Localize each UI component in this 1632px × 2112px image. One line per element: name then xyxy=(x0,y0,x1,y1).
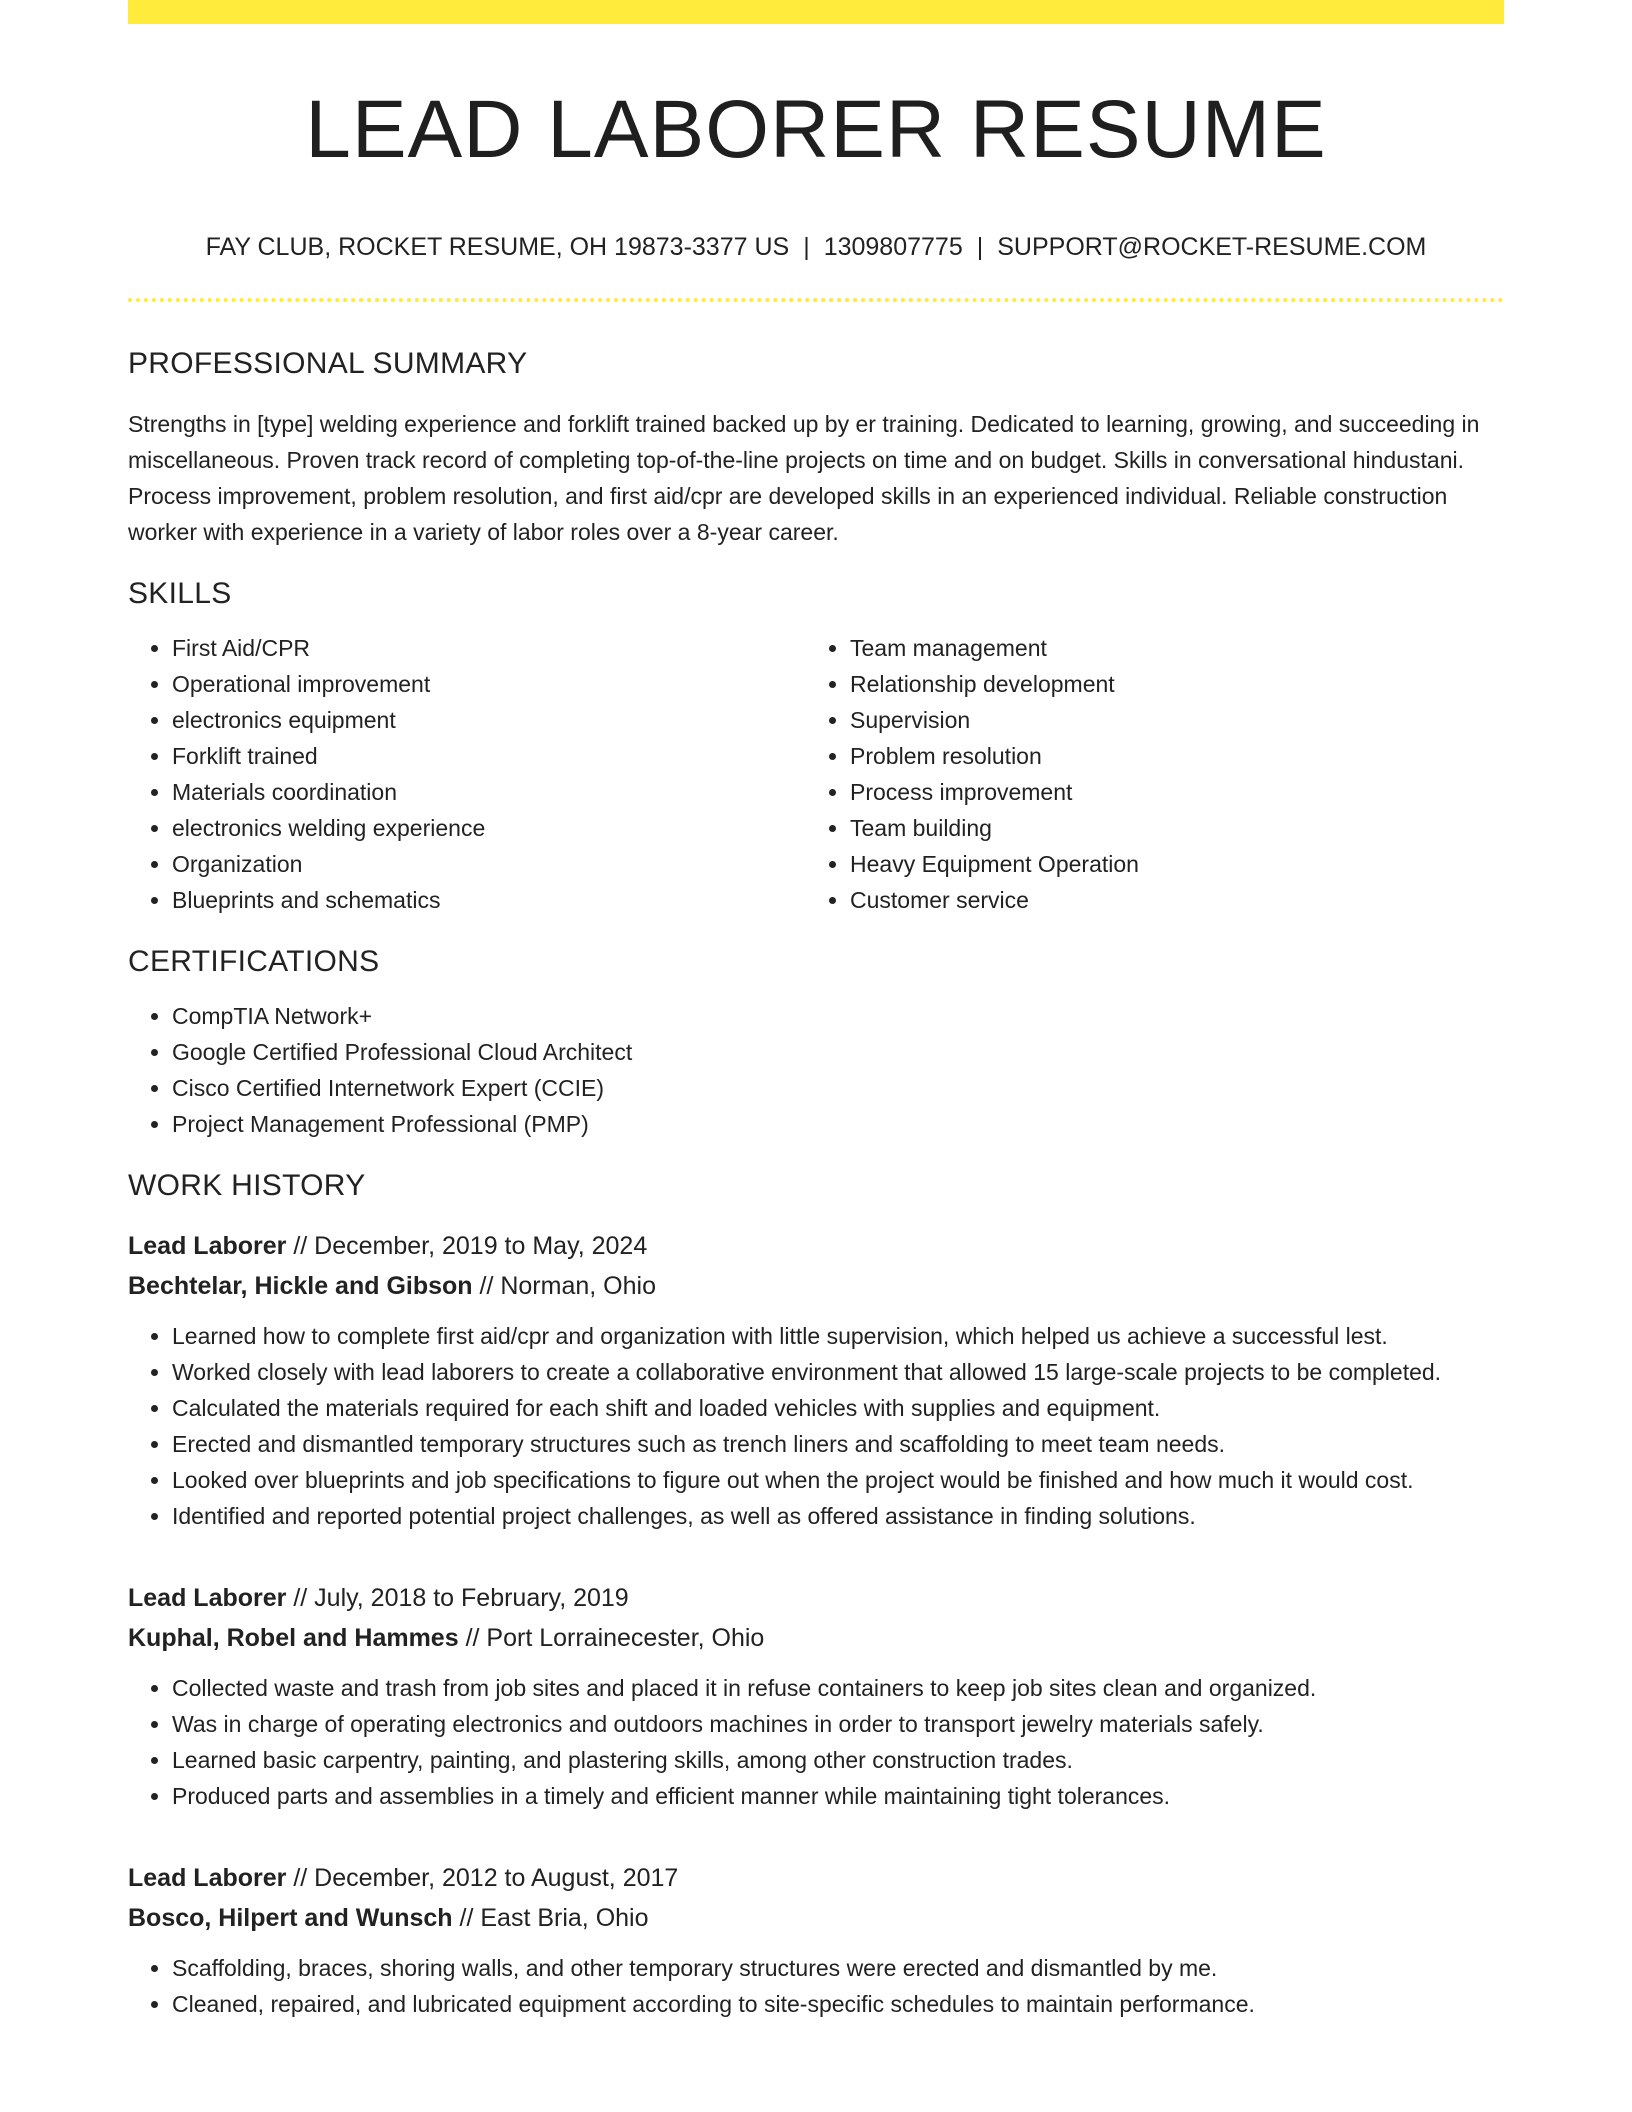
job-company-line xyxy=(128,1898,1504,1938)
certifications-section xyxy=(128,944,1504,1142)
skills-heading: SKILLS xyxy=(128,577,232,610)
contact-address: FAY CLUB, ROCKET RESUME, OH 19873-3377 US xyxy=(205,233,790,261)
accent-top-bar xyxy=(128,0,1504,24)
job-company: Bechtelar, Hickle and Gibson xyxy=(128,1272,473,1300)
skill-item: • Materials coordination xyxy=(172,774,806,810)
contact-phone: 1309807775 xyxy=(823,233,963,261)
job-bullet: • Worked closely with lead laborers to create a collaborative environment that allowed 15 large-scale projects to be completed. xyxy=(172,1354,1504,1390)
job-entry xyxy=(128,1858,1504,2022)
job-location: // Port Lorrainecester, Ohio xyxy=(465,1624,765,1652)
summary-section xyxy=(128,346,1504,550)
job-dates: // December, 2019 to May, 2024 xyxy=(293,1232,648,1260)
job-title: Lead Laborer xyxy=(128,1864,287,1892)
skill-item: • Organization xyxy=(172,846,806,882)
skill-item: • Operational improvement xyxy=(172,666,806,702)
job-bullet: • Scaffolding, braces, shoring walls, and other temporary structures were erected and dismantled by me. xyxy=(172,1950,1504,1986)
skill-item: • Team management xyxy=(850,630,1484,666)
job-bullet: • Learned how to complete first aid/cpr and organization with little supervision, which helped us achieve a successful lest. xyxy=(172,1318,1504,1354)
certifications-list xyxy=(128,998,1504,1142)
skills-list-right xyxy=(806,630,1484,918)
job-title: Lead Laborer xyxy=(128,1232,287,1260)
job-bullet: • Erected and dismantled temporary structures such as trench liners and scaffolding to meet team needs. xyxy=(172,1426,1504,1462)
skill-item: • Forklift trained xyxy=(172,738,806,774)
job-company-line xyxy=(128,1266,1504,1306)
job-location: // Norman, Ohio xyxy=(479,1272,656,1300)
skills-list-left xyxy=(128,630,806,918)
contact-line xyxy=(128,232,1504,262)
contact-email: SUPPORT@ROCKET-RESUME.COM xyxy=(997,233,1427,261)
job-bullet: • Calculated the materials required for each shift and loaded vehicles with supplies and equipment. xyxy=(172,1390,1504,1426)
skill-item: • Blueprints and schematics xyxy=(172,882,806,918)
job-bullet: • Collected waste and trash from job sites and placed it in refuse containers to keep job sites clean and organized. xyxy=(172,1670,1504,1706)
certification-item: • Project Management Professional (PMP) xyxy=(172,1106,1504,1142)
certifications-heading: CERTIFICATIONS xyxy=(128,945,380,978)
skill-item: • Customer service xyxy=(850,882,1484,918)
skill-item: • Problem resolution xyxy=(850,738,1484,774)
skill-item: • electronics equipment xyxy=(172,702,806,738)
resume-title: LEAD LABORER RESUME xyxy=(305,84,1327,175)
job-bullets xyxy=(128,1318,1504,1534)
job-entry xyxy=(128,1578,1504,1814)
job-title-line xyxy=(128,1858,1504,1898)
dotted-divider xyxy=(128,298,1504,302)
certification-item: • CompTIA Network+ xyxy=(172,998,1504,1034)
skill-item: • Relationship development xyxy=(850,666,1484,702)
job-bullet: • Produced parts and assemblies in a timely and efficient manner while maintaining tight tolerances. xyxy=(172,1778,1504,1814)
skill-item: • Team building xyxy=(850,810,1484,846)
job-title-line xyxy=(128,1226,1504,1266)
certification-item: • Cisco Certified Internetwork Expert (CCIE) xyxy=(172,1070,1504,1106)
contact-separator: | xyxy=(803,233,810,261)
job-dates: // December, 2012 to August, 2017 xyxy=(293,1864,679,1892)
work-history-section xyxy=(128,1168,1504,2022)
skill-item: • Heavy Equipment Operation xyxy=(850,846,1484,882)
job-bullet: • Cleaned, repaired, and lubricated equipment according to site-specific schedules to maintain performance. xyxy=(172,1986,1504,2022)
job-bullets xyxy=(128,1950,1504,2022)
job-bullet: • Looked over blueprints and job specifications to figure out when the project would be finished and how much it would cost. xyxy=(172,1462,1504,1498)
summary-text: Strengths in [type] welding experience and forklift trained backed up by er training. Dedicated to learning, growing, and succeeding in miscellaneous. Proven track record of completing top-of-the-line projects on time and on budget. Skills in conversational hindustani. Process improvement, problem resolution, and first aid/cpr are developed skills in an experienced individual. Reliable construction worker with experience in a variety of labor roles over a 8-year career. xyxy=(128,411,1480,545)
job-dates: // July, 2018 to February, 2019 xyxy=(293,1584,629,1612)
job-bullets xyxy=(128,1670,1504,1814)
skill-item: • Process improvement xyxy=(850,774,1484,810)
work-history-heading: WORK HISTORY xyxy=(128,1169,366,1202)
contact-separator: | xyxy=(976,233,984,261)
skills-section xyxy=(128,576,1504,918)
certification-item: • Google Certified Professional Cloud Architect xyxy=(172,1034,1504,1070)
resume-page xyxy=(128,0,1504,2022)
skill-item: • Supervision xyxy=(850,702,1484,738)
job-bullet: • Was in charge of operating electronics and outdoors machines in order to transport jewelry materials safely. xyxy=(172,1706,1504,1742)
job-bullet: • Learned basic carpentry, painting, and plastering skills, among other construction trades. xyxy=(172,1742,1504,1778)
job-title: Lead Laborer xyxy=(128,1584,287,1612)
job-title-line xyxy=(128,1578,1504,1618)
job-entry xyxy=(128,1226,1504,1534)
job-location: // East Bria, Ohio xyxy=(459,1904,649,1932)
skill-item: • First Aid/CPR xyxy=(172,630,806,666)
job-company: Bosco, Hilpert and Wunsch xyxy=(128,1904,453,1932)
job-company: Kuphal, Robel and Hammes xyxy=(128,1624,459,1652)
skill-item: • electronics welding experience xyxy=(172,810,806,846)
job-company-line xyxy=(128,1618,1504,1658)
job-bullet: • Identified and reported potential project challenges, as well as offered assistance in finding solutions. xyxy=(172,1498,1504,1534)
skills-grid xyxy=(128,630,1504,918)
summary-heading: PROFESSIONAL SUMMARY xyxy=(128,347,528,380)
